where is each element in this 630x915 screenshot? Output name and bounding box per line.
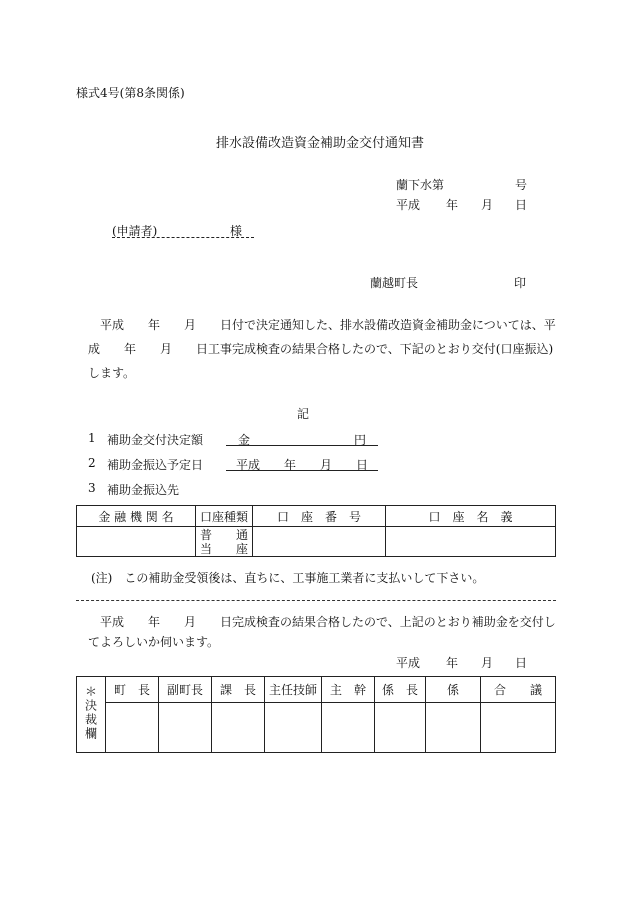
lower-date-day: 日	[515, 656, 528, 670]
issuer-title: 蘭越町長	[370, 276, 419, 290]
cell-bank-name	[77, 527, 196, 557]
lower-date-month: 月	[481, 656, 494, 670]
approval-cell	[481, 703, 556, 753]
item-3-number: 3	[88, 481, 96, 495]
seal-mark: 印	[514, 276, 527, 290]
transfer-month: 月	[320, 458, 333, 472]
header-account-type: 口座種類	[196, 506, 253, 527]
approval-col-supervisor: 主 幹	[322, 677, 375, 703]
approval-col-deputy-mayor: 副町長	[159, 677, 212, 703]
approval-cell	[375, 703, 426, 753]
honorific: 様	[230, 224, 243, 238]
header-account-number: 口 座 番 号	[253, 506, 386, 527]
approval-col-mayor: 町 長	[106, 677, 159, 703]
body-line-2: 成 年 月 日工事完成検査の結果合格したので、下記のとおり交付(口座振込)	[88, 342, 554, 356]
cell-account-holder	[386, 527, 556, 557]
approval-col-section-chief: 課 長	[212, 677, 265, 703]
document-title: 排水設備改造資金補助金交付通知書	[216, 136, 425, 151]
transfer-era: 平成	[236, 458, 261, 472]
approval-col-subsection-chief: 係 長	[375, 677, 426, 703]
body-line-3: します。	[88, 366, 136, 380]
approval-col-consultation: 合 議	[481, 677, 556, 703]
amount-suffix: 円	[354, 433, 367, 447]
ki-heading: 記	[297, 407, 310, 421]
bank-account-table	[76, 505, 556, 557]
approval-col-chief-engineer: 主任技師	[265, 677, 322, 703]
note-text: (注) この補助金受領後は、直ちに、工事施工業者に支払いして下さい。	[91, 571, 485, 585]
transfer-year: 年	[284, 458, 297, 472]
separator-line	[76, 600, 556, 601]
item-1-amount-line	[226, 431, 378, 446]
item-1-label: 補助金交付決定額	[107, 433, 204, 447]
approval-side-label: ＊決裁欄	[83, 685, 98, 741]
doc-number-suffix: 号	[515, 178, 528, 192]
approval-cell	[426, 703, 481, 753]
addressee-line	[112, 222, 254, 238]
approval-cell	[265, 703, 322, 753]
account-type-current: 当 座	[199, 541, 248, 556]
lower-date-era: 平成	[396, 656, 421, 670]
header-bank-name: 金 融 機 関 名	[77, 506, 196, 527]
lower-date-year: 年	[446, 656, 459, 670]
approval-col-staff: 係	[426, 677, 481, 703]
applicant-label: (申請者)	[112, 224, 158, 238]
header-account-holder: 口 座 名 義	[386, 506, 556, 527]
approval-cell	[106, 703, 159, 753]
form-label: 様式4号(第8条関係)	[76, 86, 185, 100]
account-type-ordinary: 普 通	[199, 527, 248, 542]
approval-side-label-cell	[77, 677, 106, 753]
date-month: 月	[481, 198, 494, 212]
cell-account-type	[196, 527, 253, 557]
approval-table	[76, 676, 556, 753]
lower-line-1: 平成 年 月 日完成検査の結果合格したので、上記のとおり補助金を交付し	[100, 615, 556, 629]
doc-number-prefix: 蘭下水第	[396, 178, 445, 192]
lower-line-2: てよろしいか伺います。	[88, 635, 220, 649]
date-year: 年	[446, 198, 459, 212]
item-1-number: 1	[88, 431, 96, 445]
transfer-day: 日	[356, 458, 369, 472]
cell-account-number	[253, 527, 386, 557]
approval-cell	[322, 703, 375, 753]
item-2-number: 2	[88, 456, 96, 470]
date-day: 日	[515, 198, 528, 212]
item-3-label: 補助金振込先	[107, 483, 180, 497]
item-2-label: 補助金振込予定日	[107, 458, 204, 472]
body-line-1: 平成 年 月 日付で決定通知した、排水設備改造資金補助金については、平	[100, 318, 556, 332]
date-era: 平成	[396, 198, 421, 212]
approval-cell	[212, 703, 265, 753]
item-2-date-line	[226, 456, 378, 471]
approval-cell	[159, 703, 212, 753]
amount-prefix: 金	[238, 433, 251, 447]
